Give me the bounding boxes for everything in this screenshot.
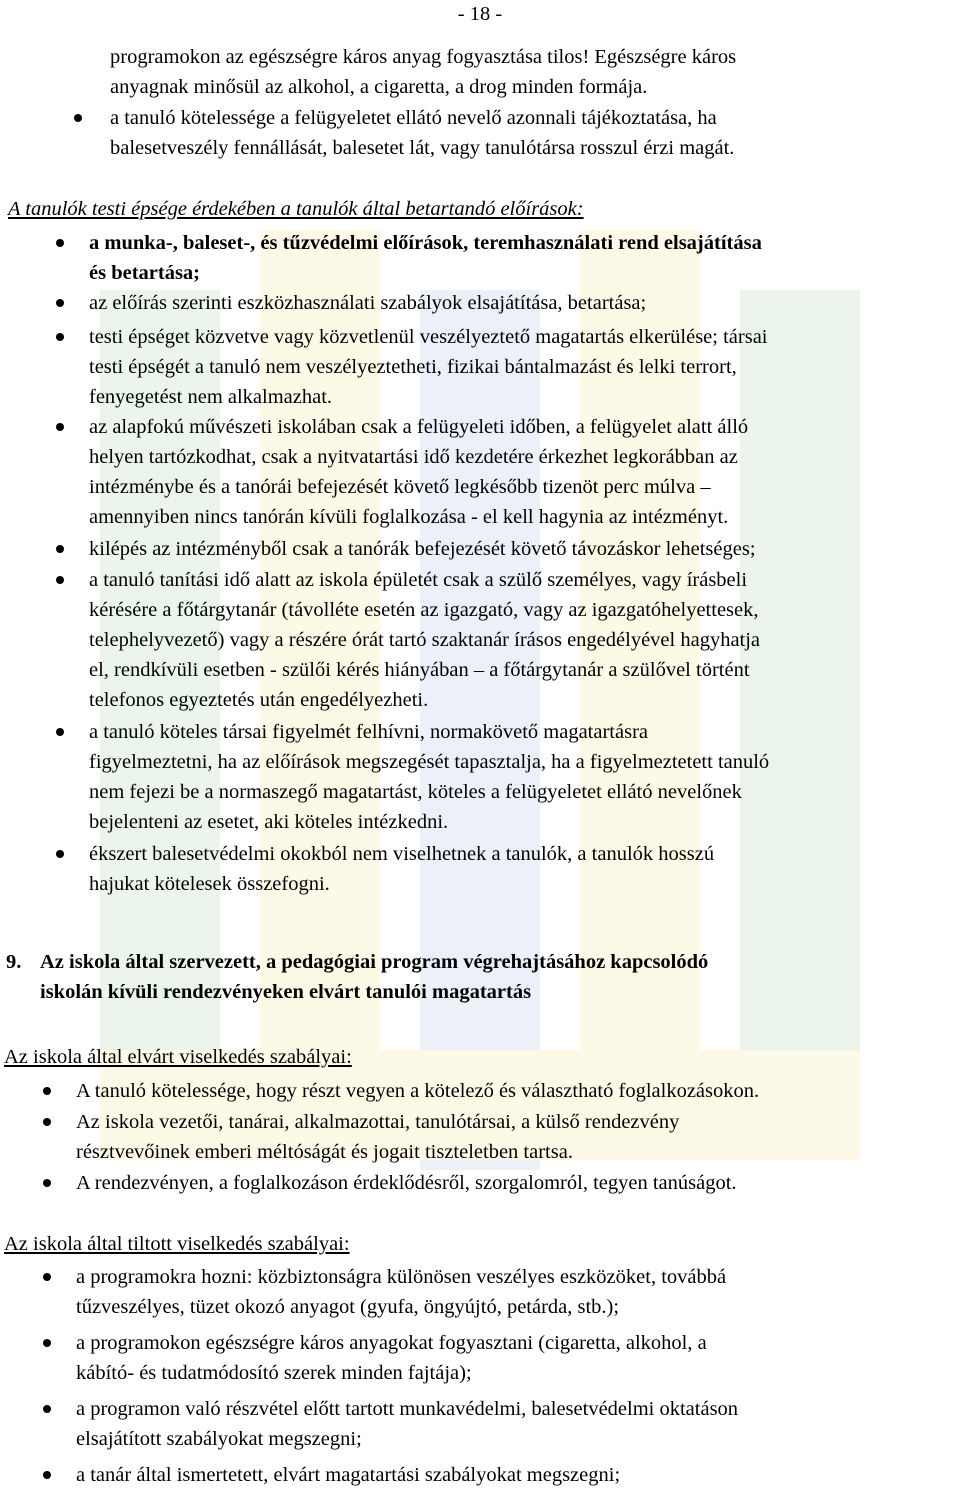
list-item: A rendezvényen, a foglalkozáson érdeklődésről, szorgalomról, tegyen tanúságot. (76, 1168, 956, 1198)
list-item: programokon az egészségre káros anyag fogyasztása tilos! Egészségre káros anyagnak minősül az alkohol, a cigaretta, a drog minden formája. (110, 46, 737, 98)
section-number: 9. (6, 951, 22, 973)
list-item: ékszert balesetvédelmi okokból nem viselhetnek a tanulók, a tanulók hosszú hajukat kötelesek összefogni. (89, 839, 955, 899)
page-number: - 18 - (457, 3, 503, 25)
forbidden-rules-heading: Az iskola által tiltott viselkedés szabályai: (4, 1233, 350, 1255)
section-title: Az iskola által szervezett, a pedagógiai program végrehajtásához kapcsolódó iskolán kívüli rendezvényeken elvárt tanulói magatartás (40, 951, 709, 1003)
list-item: a tanuló tanítási idő alatt az iskola épületét csak a szülő személyes, vagy írásbeli kérésére a főtárgytanár (távolléte esetén az igazgató, vagy az igazgatóhelyettesek, telephelyvezető) vagy a részére órát tartó szaktanár írásos engedélyével hagyhatja el, rendkívüli esetben - szülői kérés hiányában – a főtárgytanár a szülővel történt telefonos egyeztetés után engedélyezheti. (89, 565, 955, 715)
list-item: az alapfokú művészeti iskolában csak a felügyeleti időben, a felügyelet alatt álló helyen tartózkodhat, csak a nyitvatartási idő kezdetére érkezhet legkorábban az intézménybe és a tanórái befejezését követő legkésőbb tizenöt perc múlva – amennyiben nincs tanórán kívüli foglalkozása - el kell hagynia az intézményt. (89, 412, 955, 532)
list-item: a programokra hozni: közbiztonságra különösen veszélyes eszközöket, továbbá tűzveszélyes, tüzet okozó anyagot (gyufa, öngyújtó, petárda, stb.); (76, 1262, 956, 1322)
list-item: a programon való részvétel előtt tartott munkavédelmi, balesetvédelmi oktatáson elsajátított szabályokat megszegni; (76, 1394, 956, 1454)
list-item: a munka-, baleset-, és tűzvédelmi előírások, teremhasználati rend elsajátítása és betartása; (89, 228, 955, 288)
list-item: a tanuló kötelessége a felügyeletet ellátó nevelő azonnali tájékoztatása, ha balesetveszély fennállását, balesetet lát, vagy tanulótársa rosszul érzi magát. (110, 103, 958, 163)
list-item: az előírás szerinti eszközhasználati szabályok elsajátítása, betartása; (89, 288, 955, 318)
list-item: kilépés az intézményből csak a tanórák befejezését követő távozáskor lehetséges; (89, 534, 955, 564)
safety-rules-heading: A tanulók testi épsége érdekében a tanulók által betartandó előírások: (8, 198, 584, 220)
list-item: a tanuló köteles társai figyelmét felhívni, normakövető magatartásra figyelmeztetni, ha az előírások megszegését tapasztalja, ha a figyelmeztetett tanuló nem fejezi be a normaszegő magatartást, köteles a felügyeletet ellátó nevelőnek bejelenteni az esetet, aki köteles intézkedni. (89, 717, 955, 837)
expected-rules-heading: Az iskola által elvárt viselkedés szabályai: (4, 1046, 352, 1068)
list-item: Az iskola vezetői, tanárai, alkalmazottai, tanulótársai, a külső rendezvény résztvevőinek emberi méltóságát és jogait tiszteletben tartsa. (76, 1107, 956, 1167)
list-item: testi épséget közvetve vagy közvetlenül veszélyeztető magatartás elkerülése; társai testi épségét a tanuló nem veszélyeztetheti, fizikai bántalmazást és lelki terrort, fenyegetést nem alkalmazhat. (89, 322, 955, 412)
list-item: a tanár által ismertetett, elvárt magatartási szabályokat megszegni; (76, 1460, 956, 1490)
list-item: a programokon egészségre káros anyagokat fogyasztani (cigaretta, alkohol, a kábító- és tudatmódosító szerek minden fajtája); (76, 1328, 956, 1388)
list-item: A tanuló kötelessége, hogy részt vegyen a kötelező és választható foglalkozásokon. (76, 1076, 956, 1106)
